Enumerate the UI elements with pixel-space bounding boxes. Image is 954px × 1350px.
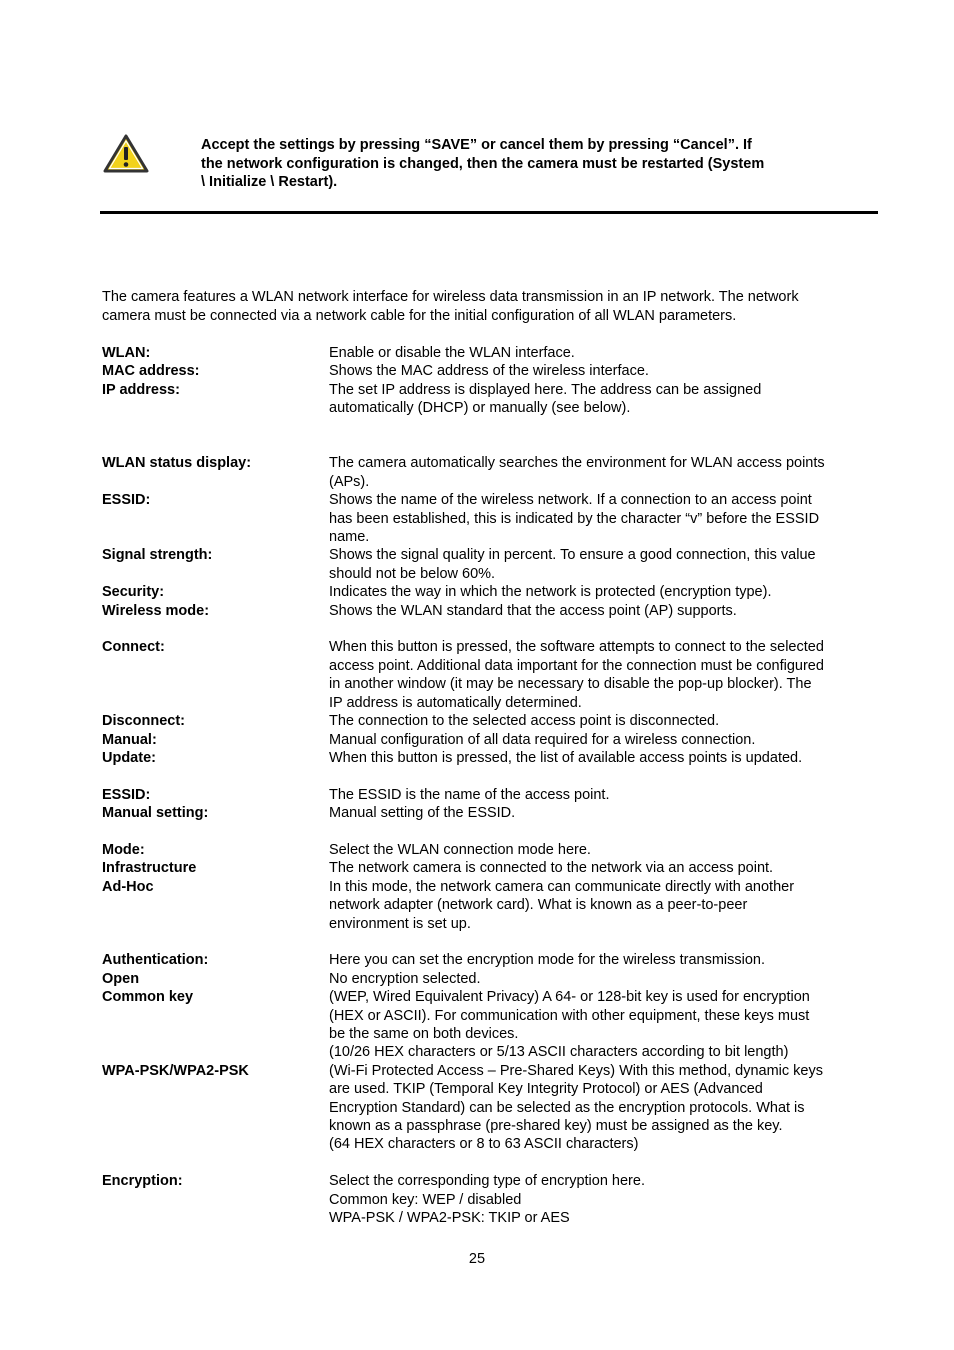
definition-description: automatically (DHCP) or manually (see below). — [329, 400, 631, 417]
definition-term: Security: — [102, 584, 165, 601]
definition-row — [102, 546, 882, 564]
definition-list — [102, 344, 882, 1227]
definition-term — [102, 510, 329, 528]
definition-row — [102, 675, 882, 693]
definition-term: Connect: — [102, 639, 165, 656]
definition-term: Disconnect: — [102, 713, 185, 730]
definition-row — [102, 731, 882, 749]
definition-row — [102, 951, 882, 969]
group-spacer — [102, 933, 882, 951]
definition-row — [102, 638, 882, 656]
definition-term — [102, 1007, 329, 1025]
definition-term: WLAN status display: — [102, 455, 252, 472]
definition-row — [102, 896, 882, 914]
definition-row — [102, 565, 882, 583]
definition-description: IP address is automatically determined. — [329, 694, 582, 711]
definition-term — [102, 1209, 329, 1227]
definition-description: be the same on both devices. — [329, 1025, 519, 1042]
definition-row — [102, 988, 882, 1006]
definition-row — [102, 915, 882, 933]
page-number: 25 — [468, 1251, 486, 1267]
intro-line: The camera features a WLAN network interface for wireless data transmission in an IP network. The network — [102, 289, 799, 305]
section-divider — [100, 211, 878, 214]
definition-term: Common key — [102, 989, 194, 1006]
definition-row — [102, 528, 882, 546]
definition-term — [102, 1191, 329, 1209]
definition-row — [102, 344, 882, 362]
definition-row — [102, 657, 882, 675]
definition-row — [102, 859, 882, 877]
definition-row — [102, 381, 882, 399]
definition-description: Manual setting of the ESSID. — [329, 805, 516, 822]
definition-row — [102, 1135, 882, 1153]
definition-term: ESSID: — [102, 492, 151, 509]
definition-description: Common key: WEP / disabled — [329, 1191, 522, 1208]
definition-description: When this button is pressed, the software attempts to connect to the selected — [329, 639, 824, 656]
definition-description: Encryption Standard) can be selected as the encryption protocols. What is — [329, 1099, 805, 1116]
definition-description: has been established, this is indicated by the character “v” before the ESSID — [329, 510, 820, 527]
definition-term — [102, 399, 329, 417]
definition-row — [102, 970, 882, 988]
definition-row — [102, 491, 882, 509]
definition-term — [102, 1025, 329, 1043]
group-spacer — [102, 823, 882, 841]
definition-description: environment is set up. — [329, 915, 471, 932]
group-spacer — [102, 620, 882, 638]
definition-row — [102, 1099, 882, 1117]
warning-note — [201, 136, 841, 192]
warning-triangle-icon — [103, 134, 149, 174]
definition-description: in another window (it may be necessary to disable the pop-up blocker). The — [329, 676, 812, 693]
definition-row — [102, 1172, 882, 1190]
definition-row — [102, 602, 882, 620]
definition-term: Open — [102, 970, 140, 987]
definition-term — [102, 1135, 329, 1153]
definition-row — [102, 878, 882, 896]
definition-term — [102, 565, 329, 583]
definition-term — [102, 657, 329, 675]
definition-term: Manual: — [102, 731, 157, 748]
definition-term: IP address: — [102, 381, 180, 398]
definition-row — [102, 1117, 882, 1135]
definition-row — [102, 510, 882, 528]
definition-description: In this mode, the network camera can communicate directly with another — [329, 878, 795, 895]
definition-description: Indicates the way in which the network is protected (encryption type). — [329, 584, 772, 601]
definition-term: WLAN: — [102, 345, 151, 361]
definition-row — [102, 712, 882, 730]
definition-description: Manual configuration of all data required for a wireless connection. — [329, 731, 756, 748]
definition-term: Authentication: — [102, 952, 209, 969]
definition-term — [102, 1043, 329, 1061]
definition-term — [102, 694, 329, 712]
definition-description: (64 HEX characters or 8 to 63 ASCII characters) — [329, 1136, 639, 1153]
definition-row — [102, 1007, 882, 1025]
definition-term: WPA-PSK/WPA2-PSK — [102, 1062, 249, 1079]
definition-description: Shows the WLAN standard that the access point (AP) supports. — [329, 602, 737, 619]
definition-term: MAC address: — [102, 363, 200, 380]
definition-row — [102, 1209, 882, 1227]
definition-term — [102, 1080, 329, 1098]
definition-row — [102, 749, 882, 767]
definition-row — [102, 362, 882, 380]
definition-row — [102, 454, 882, 472]
intro-line: camera must be connected via a network cable for the initial configuration of all WLAN parameters. — [102, 307, 737, 324]
definition-term: ESSID: — [102, 786, 151, 803]
definition-term — [102, 915, 329, 933]
definition-description: are used. TKIP (Temporal Key Integrity Protocol) or AES (Advanced — [329, 1081, 763, 1098]
definition-row — [102, 1191, 882, 1209]
definition-description: known as a passphrase (pre-shared key) must be assigned as the key. — [329, 1117, 783, 1134]
definition-row — [102, 1080, 882, 1098]
definition-term — [102, 1099, 329, 1117]
definition-description: WPA-PSK / WPA2-PSK: TKIP or AES — [329, 1210, 570, 1226]
definition-description: Enable or disable the WLAN interface. — [329, 345, 575, 361]
definition-description: (Wi-Fi Protected Access – Pre-Shared Keys) With this method, dynamic keys — [329, 1062, 823, 1079]
definition-term: Manual setting: — [102, 805, 209, 822]
definition-term: Infrastructure — [102, 860, 197, 877]
definition-description: No encryption selected. — [329, 970, 481, 987]
group-spacer — [102, 1154, 882, 1172]
definition-term: Ad-Hoc — [102, 878, 154, 895]
definition-description: (APs). — [329, 473, 370, 490]
definition-term — [102, 473, 329, 491]
definition-description: name. — [329, 529, 370, 546]
definition-term — [102, 675, 329, 693]
definition-term: Signal strength: — [102, 547, 213, 564]
definition-description: When this button is pressed, the list of available access points is updated. — [329, 749, 803, 766]
warning-line: Accept the settings by pressing “SAVE” or cancel them by pressing “Cancel”. If — [201, 137, 752, 153]
definition-description: Shows the signal quality in percent. To ensure a good connection, this value — [329, 547, 816, 564]
intro-paragraph — [102, 288, 882, 325]
definition-description: Shows the MAC address of the wireless interface. — [329, 363, 649, 380]
definition-row — [102, 473, 882, 491]
definition-description: (HEX or ASCII). For communication with other equipment, these keys must — [329, 1007, 810, 1024]
definition-row — [102, 583, 882, 601]
warning-line: \ Initialize \ Restart). — [201, 174, 338, 190]
definition-description: access point. Additional data important for the connection must be configured — [329, 657, 824, 674]
definition-term — [102, 896, 329, 914]
definition-row — [102, 804, 882, 822]
definition-term: Mode: — [102, 841, 145, 858]
definition-description: Select the WLAN connection mode here. — [329, 841, 591, 858]
definition-term — [102, 528, 329, 546]
group-spacer — [102, 767, 882, 785]
definition-description: The set IP address is displayed here. The address can be assigned — [329, 381, 762, 398]
warning-line: the network configuration is changed, then the camera must be restarted (System — [201, 155, 765, 172]
definition-term — [102, 1117, 329, 1135]
group-spacer — [102, 418, 882, 455]
definition-row — [102, 1025, 882, 1043]
definition-description: should not be below 60%. — [329, 565, 496, 582]
definition-term: Update: — [102, 749, 156, 766]
definition-description: The ESSID is the name of the access point. — [329, 786, 610, 803]
definition-description: The camera automatically searches the environment for WLAN access points — [329, 455, 825, 472]
definition-description: Shows the name of the wireless network. If a connection to an access point — [329, 492, 812, 509]
definition-description: Here you can set the encryption mode for the wireless transmission. — [329, 952, 766, 969]
definition-term: Encryption: — [102, 1173, 183, 1190]
definition-row — [102, 786, 882, 804]
definition-description: (WEP, Wired Equivalent Privacy) A 64- or 128-bit key is used for encryption — [329, 989, 810, 1006]
definition-description: Select the corresponding type of encryption here. — [329, 1173, 645, 1190]
definition-row — [102, 694, 882, 712]
definition-description: (10/26 HEX characters or 5/13 ASCII characters according to bit length) — [329, 1044, 789, 1061]
definition-row — [102, 1062, 882, 1080]
definition-description: The connection to the selected access point is disconnected. — [329, 713, 720, 730]
definition-row — [102, 841, 882, 859]
definition-term: Wireless mode: — [102, 602, 210, 619]
definition-row — [102, 1043, 882, 1061]
definition-description: The network camera is connected to the network via an access point. — [329, 860, 774, 877]
definition-row — [102, 399, 882, 417]
definition-description: network adapter (network card). What is known as a peer-to-peer — [329, 897, 748, 914]
